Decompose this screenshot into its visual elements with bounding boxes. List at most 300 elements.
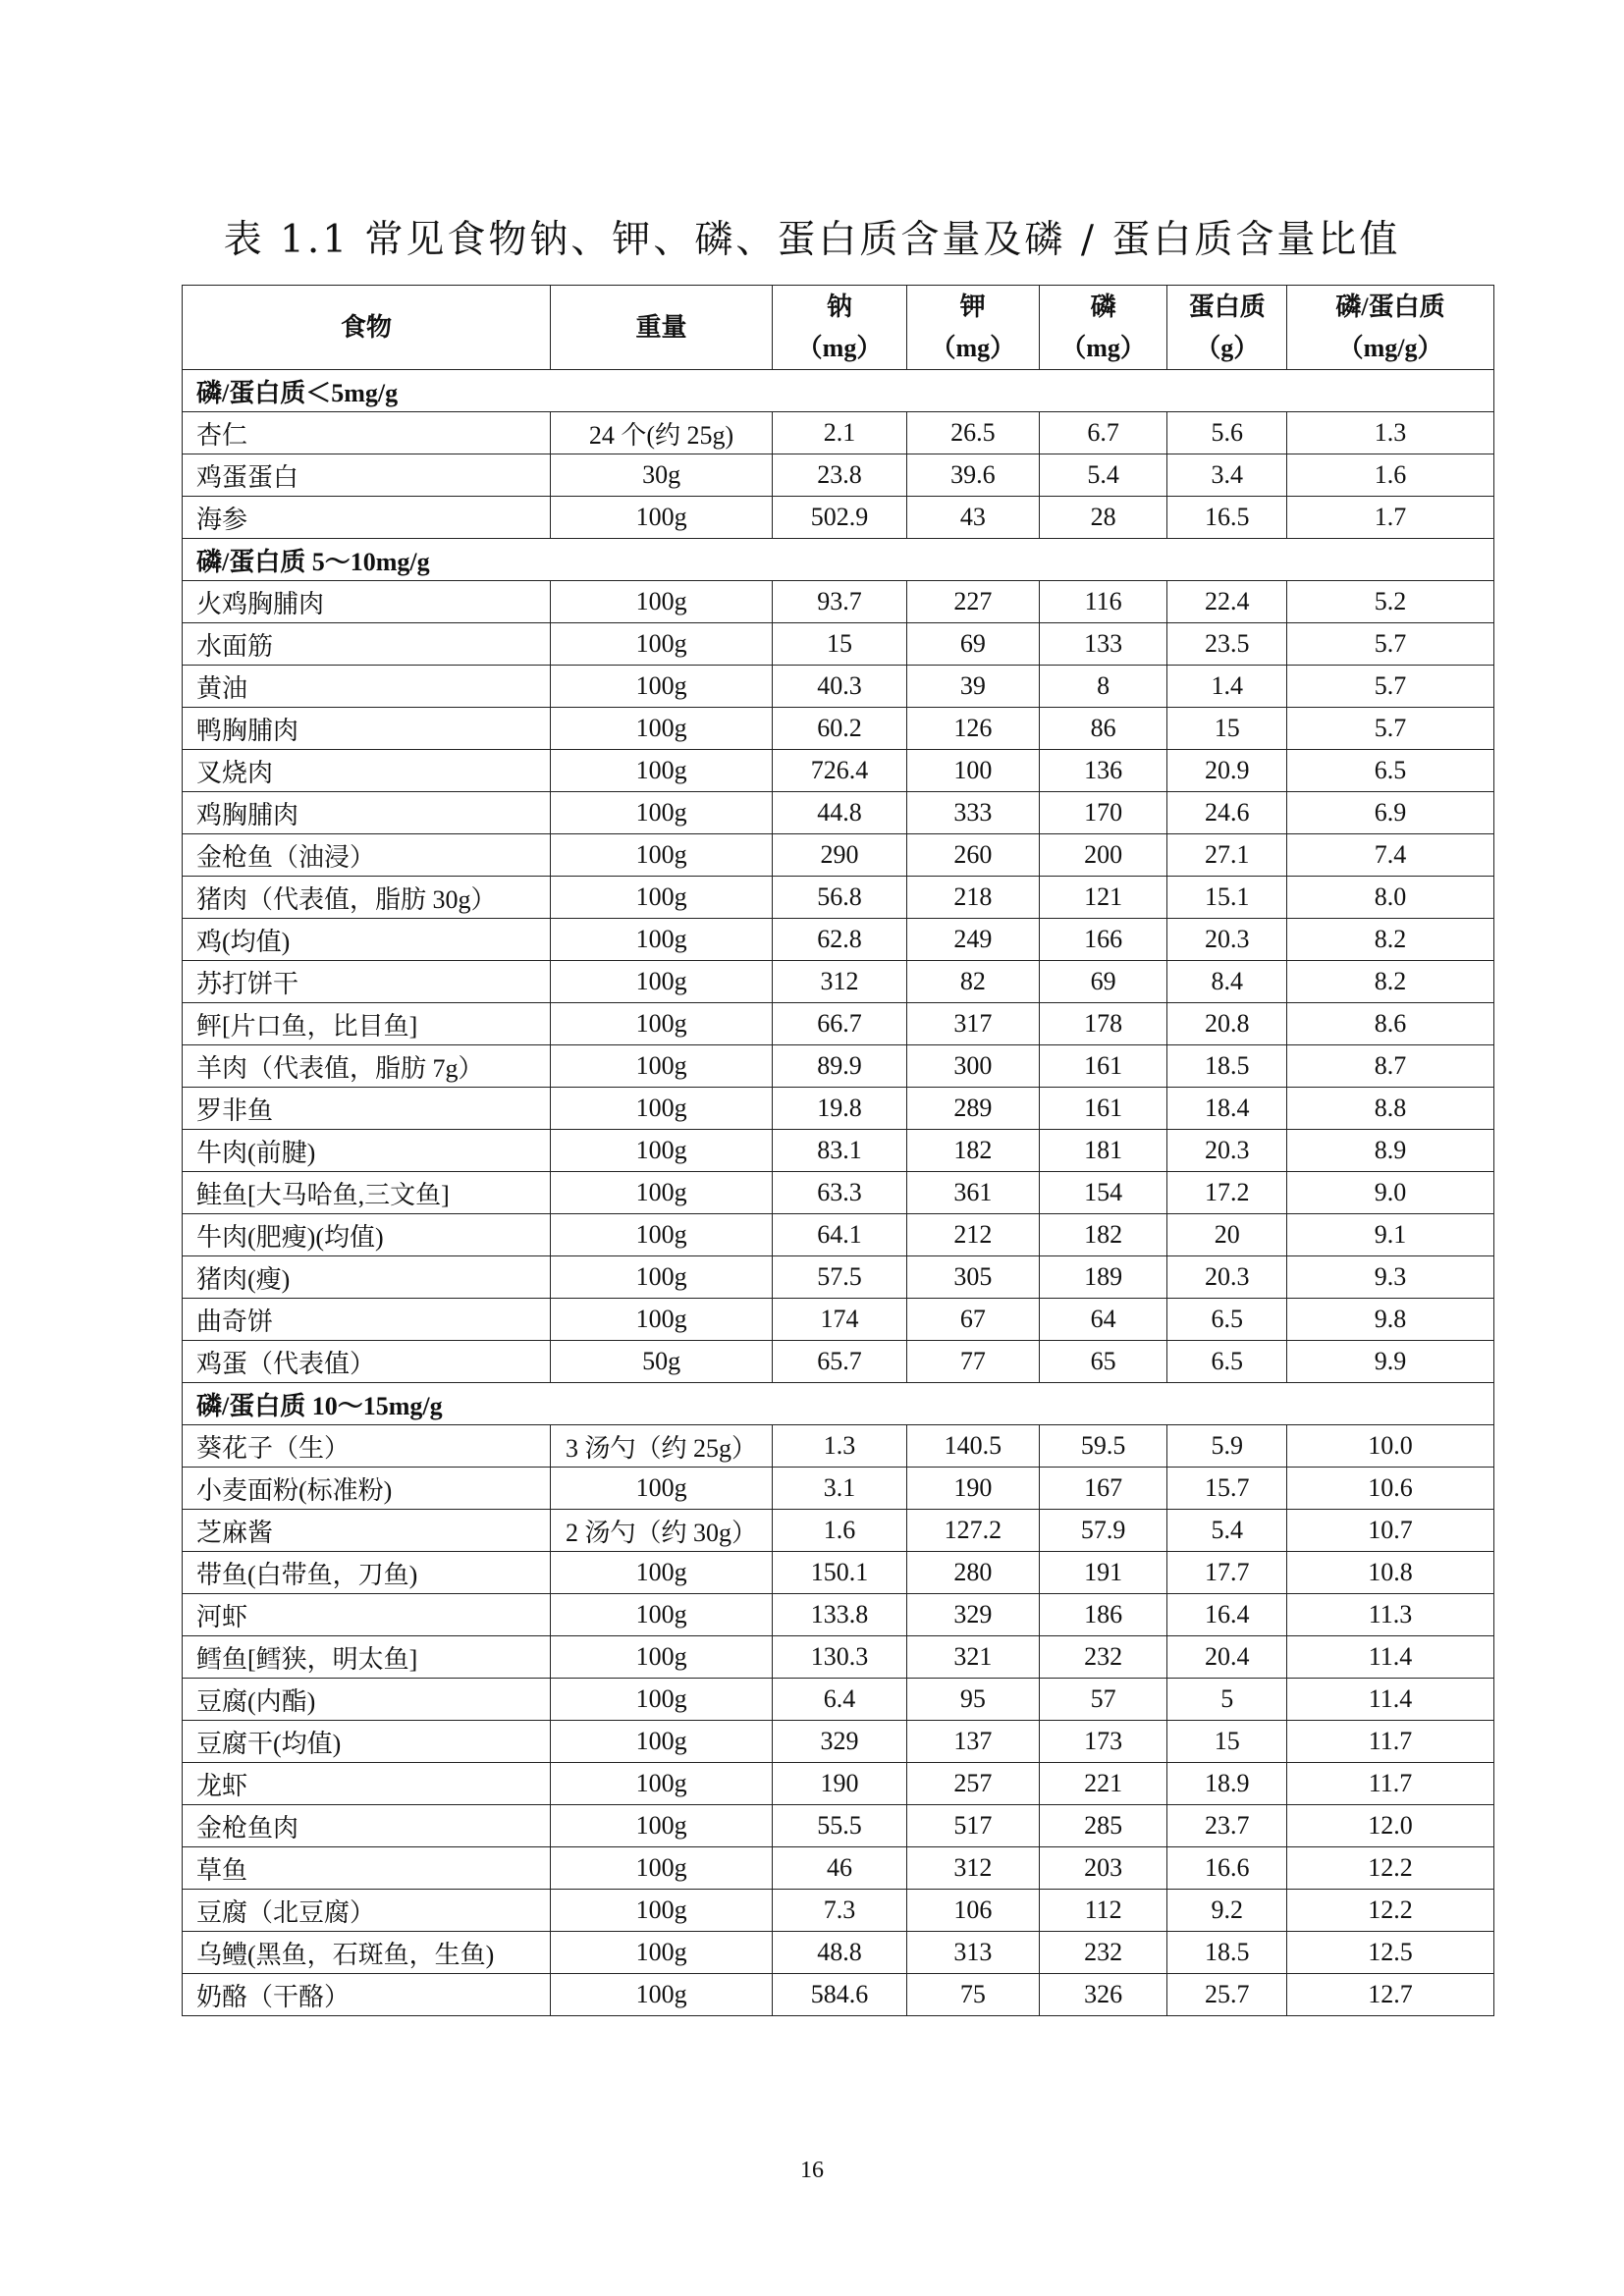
food-name-cell: 葵花子（生） xyxy=(183,1425,551,1468)
potassium-cell: 77 xyxy=(906,1341,1039,1383)
sodium-cell: 60.2 xyxy=(773,708,907,750)
ratio-cell: 1.7 xyxy=(1287,497,1494,539)
sodium-cell: 65.7 xyxy=(773,1341,907,1383)
potassium-cell: 249 xyxy=(906,919,1039,961)
phosphorus-cell: 5.4 xyxy=(1039,454,1167,497)
potassium-cell: 100 xyxy=(906,750,1039,792)
sodium-cell: 57.5 xyxy=(773,1256,907,1299)
food-name-cell: 鸡蛋蛋白 xyxy=(183,454,551,497)
phosphorus-cell: 133 xyxy=(1039,623,1167,666)
phosphorus-cell: 112 xyxy=(1039,1890,1167,1932)
phosphorus-cell: 170 xyxy=(1039,792,1167,834)
phosphorus-cell: 166 xyxy=(1039,919,1167,961)
weight-cell: 100g xyxy=(551,1045,773,1088)
potassium-cell: 137 xyxy=(906,1721,1039,1763)
potassium-cell: 321 xyxy=(906,1636,1039,1679)
sodium-cell: 66.7 xyxy=(773,1003,907,1045)
sodium-cell: 64.1 xyxy=(773,1214,907,1256)
weight-cell: 100g xyxy=(551,666,773,708)
food-name-cell: 鸡胸脯肉 xyxy=(183,792,551,834)
weight-cell: 100g xyxy=(551,623,773,666)
protein-cell: 20.3 xyxy=(1167,1130,1287,1172)
potassium-cell: 126 xyxy=(906,708,1039,750)
phosphorus-cell: 161 xyxy=(1039,1045,1167,1088)
protein-cell: 18.5 xyxy=(1167,1932,1287,1974)
ratio-cell: 12.7 xyxy=(1287,1974,1494,2016)
phosphorus-cell: 161 xyxy=(1039,1088,1167,1130)
table-row xyxy=(183,666,1494,708)
sodium-cell: 63.3 xyxy=(773,1172,907,1214)
sodium-cell: 130.3 xyxy=(773,1636,907,1679)
sodium-cell: 19.8 xyxy=(773,1088,907,1130)
protein-cell: 20.3 xyxy=(1167,919,1287,961)
weight-cell: 100g xyxy=(551,1890,773,1932)
table-row xyxy=(183,1172,1494,1214)
table-row xyxy=(183,1890,1494,1932)
food-name-cell: 水面筋 xyxy=(183,623,551,666)
potassium-cell: 43 xyxy=(906,497,1039,539)
food-name-cell: 曲奇饼 xyxy=(183,1299,551,1341)
ratio-cell: 11.4 xyxy=(1287,1636,1494,1679)
table-row xyxy=(183,497,1494,539)
phosphorus-cell: 116 xyxy=(1039,581,1167,623)
table-row xyxy=(183,1425,1494,1468)
potassium-cell: 313 xyxy=(906,1932,1039,1974)
weight-cell: 100g xyxy=(551,708,773,750)
protein-cell: 18.4 xyxy=(1167,1088,1287,1130)
phosphorus-cell: 232 xyxy=(1039,1636,1167,1679)
phosphorus-cell: 178 xyxy=(1039,1003,1167,1045)
weight-cell: 100g xyxy=(551,1088,773,1130)
food-name-cell: 杏仁 xyxy=(183,412,551,454)
potassium-cell: 257 xyxy=(906,1763,1039,1805)
sodium-cell: 174 xyxy=(773,1299,907,1341)
protein-cell: 20.3 xyxy=(1167,1256,1287,1299)
ratio-cell: 9.1 xyxy=(1287,1214,1494,1256)
ratio-cell: 11.7 xyxy=(1287,1763,1494,1805)
sodium-cell: 150.1 xyxy=(773,1552,907,1594)
phosphorus-cell: 28 xyxy=(1039,497,1167,539)
col-header-food: 食物 xyxy=(183,286,551,370)
protein-cell: 5 xyxy=(1167,1679,1287,1721)
col-header-potassium: 钾 （mg） xyxy=(906,286,1039,370)
phosphorus-cell: 182 xyxy=(1039,1214,1167,1256)
group-label: 磷/蛋白质 10～15mg/g xyxy=(183,1383,1494,1425)
food-name-cell: 羊肉（代表值，脂肪 7g） xyxy=(183,1045,551,1088)
potassium-cell: 227 xyxy=(906,581,1039,623)
weight-cell: 100g xyxy=(551,1130,773,1172)
sodium-cell: 2.1 xyxy=(773,412,907,454)
ratio-cell: 7.4 xyxy=(1287,834,1494,877)
ratio-cell: 6.9 xyxy=(1287,792,1494,834)
phosphorus-cell: 221 xyxy=(1039,1763,1167,1805)
potassium-cell: 67 xyxy=(906,1299,1039,1341)
table-row xyxy=(183,1341,1494,1383)
table-row xyxy=(183,1847,1494,1890)
sodium-cell: 44.8 xyxy=(773,792,907,834)
weight-cell: 100g xyxy=(551,961,773,1003)
potassium-cell: 361 xyxy=(906,1172,1039,1214)
protein-cell: 6.5 xyxy=(1167,1341,1287,1383)
weight-cell: 100g xyxy=(551,919,773,961)
weight-cell: 100g xyxy=(551,834,773,877)
protein-cell: 15.1 xyxy=(1167,877,1287,919)
table-row xyxy=(183,1636,1494,1679)
potassium-cell: 260 xyxy=(906,834,1039,877)
sodium-cell: 93.7 xyxy=(773,581,907,623)
sodium-cell: 133.8 xyxy=(773,1594,907,1636)
potassium-cell: 106 xyxy=(906,1890,1039,1932)
table-row xyxy=(183,1721,1494,1763)
sodium-cell: 6.4 xyxy=(773,1679,907,1721)
protein-cell: 17.7 xyxy=(1167,1552,1287,1594)
protein-cell: 5.4 xyxy=(1167,1510,1287,1552)
col-header-phosphorus: 磷 （mg） xyxy=(1039,286,1167,370)
potassium-cell: 280 xyxy=(906,1552,1039,1594)
ratio-cell: 9.3 xyxy=(1287,1256,1494,1299)
table-row xyxy=(183,1214,1494,1256)
ratio-cell: 8.0 xyxy=(1287,877,1494,919)
potassium-cell: 517 xyxy=(906,1805,1039,1847)
weight-cell: 100g xyxy=(551,1594,773,1636)
phosphorus-cell: 64 xyxy=(1039,1299,1167,1341)
potassium-cell: 305 xyxy=(906,1256,1039,1299)
food-name-cell: 鳕鱼[鳕狭，明太鱼] xyxy=(183,1636,551,1679)
weight-cell: 100g xyxy=(551,1721,773,1763)
potassium-cell: 218 xyxy=(906,877,1039,919)
food-name-cell: 鸡蛋（代表值） xyxy=(183,1341,551,1383)
food-name-cell: 罗非鱼 xyxy=(183,1088,551,1130)
sodium-cell: 15 xyxy=(773,623,907,666)
ratio-cell: 9.9 xyxy=(1287,1341,1494,1383)
phosphorus-cell: 136 xyxy=(1039,750,1167,792)
weight-cell: 100g xyxy=(551,1214,773,1256)
table-row xyxy=(183,1299,1494,1341)
table-row xyxy=(183,454,1494,497)
phosphorus-cell: 200 xyxy=(1039,834,1167,877)
ratio-cell: 8.2 xyxy=(1287,961,1494,1003)
potassium-cell: 140.5 xyxy=(906,1425,1039,1468)
phosphorus-cell: 181 xyxy=(1039,1130,1167,1172)
weight-cell: 3 汤勺（约 25g） xyxy=(551,1425,773,1468)
ratio-cell: 5.7 xyxy=(1287,708,1494,750)
food-name-cell: 猪肉(瘦) xyxy=(183,1256,551,1299)
weight-cell: 50g xyxy=(551,1341,773,1383)
ratio-cell: 12.2 xyxy=(1287,1847,1494,1890)
weight-cell: 100g xyxy=(551,1552,773,1594)
table-row xyxy=(183,1932,1494,1974)
sodium-cell: 23.8 xyxy=(773,454,907,497)
food-name-cell: 牛肉(肥瘦)(均值) xyxy=(183,1214,551,1256)
table-row xyxy=(183,834,1494,877)
phosphorus-cell: 57.9 xyxy=(1039,1510,1167,1552)
phosphorus-cell: 6.7 xyxy=(1039,412,1167,454)
group-label: 磷/蛋白质 5～10mg/g xyxy=(183,539,1494,581)
food-name-cell: 鸡(均值) xyxy=(183,919,551,961)
sodium-cell: 55.5 xyxy=(773,1805,907,1847)
weight-cell: 100g xyxy=(551,877,773,919)
food-name-cell: 奶酪（干酪） xyxy=(183,1974,551,2016)
col-header-weight: 重量 xyxy=(551,286,773,370)
ratio-cell: 5.7 xyxy=(1287,666,1494,708)
potassium-cell: 75 xyxy=(906,1974,1039,2016)
ratio-cell: 12.0 xyxy=(1287,1805,1494,1847)
table-row xyxy=(183,877,1494,919)
table-row xyxy=(183,1468,1494,1510)
phosphorus-cell: 8 xyxy=(1039,666,1167,708)
protein-cell: 16.6 xyxy=(1167,1847,1287,1890)
phosphorus-cell: 86 xyxy=(1039,708,1167,750)
protein-cell: 1.4 xyxy=(1167,666,1287,708)
table-body xyxy=(183,370,1494,2016)
sodium-cell: 584.6 xyxy=(773,1974,907,2016)
food-name-cell: 龙虾 xyxy=(183,1763,551,1805)
table-row xyxy=(183,1763,1494,1805)
food-name-cell: 猪肉（代表值，脂肪 30g） xyxy=(183,877,551,919)
sodium-cell: 290 xyxy=(773,834,907,877)
phosphorus-cell: 173 xyxy=(1039,1721,1167,1763)
food-name-cell: 黄油 xyxy=(183,666,551,708)
sodium-cell: 89.9 xyxy=(773,1045,907,1088)
sodium-cell: 312 xyxy=(773,961,907,1003)
food-name-cell: 鲑鱼[大马哈鱼,三文鱼] xyxy=(183,1172,551,1214)
table-row xyxy=(183,1679,1494,1721)
protein-cell: 5.6 xyxy=(1167,412,1287,454)
col-header-sodium: 钠 （mg） xyxy=(773,286,907,370)
weight-cell: 100g xyxy=(551,1299,773,1341)
phosphorus-cell: 69 xyxy=(1039,961,1167,1003)
protein-cell: 17.2 xyxy=(1167,1172,1287,1214)
weight-cell: 100g xyxy=(551,497,773,539)
food-name-cell: 叉烧肉 xyxy=(183,750,551,792)
sodium-cell: 726.4 xyxy=(773,750,907,792)
table-row xyxy=(183,1974,1494,2016)
sodium-cell: 40.3 xyxy=(773,666,907,708)
table-row xyxy=(183,750,1494,792)
weight-cell: 2 汤勺（约 30g） xyxy=(551,1510,773,1552)
phosphorus-cell: 186 xyxy=(1039,1594,1167,1636)
protein-cell: 20.8 xyxy=(1167,1003,1287,1045)
protein-cell: 5.9 xyxy=(1167,1425,1287,1468)
weight-cell: 100g xyxy=(551,1468,773,1510)
sodium-cell: 1.6 xyxy=(773,1510,907,1552)
table-row xyxy=(183,792,1494,834)
ratio-cell: 12.5 xyxy=(1287,1932,1494,1974)
potassium-cell: 317 xyxy=(906,1003,1039,1045)
weight-cell: 100g xyxy=(551,1847,773,1890)
protein-cell: 16.4 xyxy=(1167,1594,1287,1636)
sodium-cell: 7.3 xyxy=(773,1890,907,1932)
header-row xyxy=(183,286,1494,370)
phosphorus-cell: 326 xyxy=(1039,1974,1167,2016)
weight-cell: 100g xyxy=(551,1763,773,1805)
phosphorus-cell: 154 xyxy=(1039,1172,1167,1214)
phosphorus-cell: 189 xyxy=(1039,1256,1167,1299)
ratio-cell: 8.9 xyxy=(1287,1130,1494,1172)
table-row xyxy=(183,708,1494,750)
ratio-cell: 8.7 xyxy=(1287,1045,1494,1088)
table-row xyxy=(183,1256,1494,1299)
potassium-cell: 82 xyxy=(906,961,1039,1003)
protein-cell: 27.1 xyxy=(1167,834,1287,877)
sodium-cell: 502.9 xyxy=(773,497,907,539)
weight-cell: 100g xyxy=(551,1932,773,1974)
potassium-cell: 95 xyxy=(906,1679,1039,1721)
weight-cell: 24 个(约 25g) xyxy=(551,412,773,454)
sodium-cell: 83.1 xyxy=(773,1130,907,1172)
ratio-cell: 11.3 xyxy=(1287,1594,1494,1636)
protein-cell: 15 xyxy=(1167,1721,1287,1763)
food-name-cell: 苏打饼干 xyxy=(183,961,551,1003)
table-row xyxy=(183,1805,1494,1847)
ratio-cell: 10.0 xyxy=(1287,1425,1494,1468)
food-name-cell: 豆腐（北豆腐） xyxy=(183,1890,551,1932)
ratio-cell: 10.6 xyxy=(1287,1468,1494,1510)
potassium-cell: 333 xyxy=(906,792,1039,834)
ratio-cell: 10.7 xyxy=(1287,1510,1494,1552)
food-name-cell: 鸭胸脯肉 xyxy=(183,708,551,750)
nutrition-table xyxy=(182,285,1494,2016)
protein-cell: 23.7 xyxy=(1167,1805,1287,1847)
weight-cell: 100g xyxy=(551,1172,773,1214)
protein-cell: 25.7 xyxy=(1167,1974,1287,2016)
ratio-cell: 12.2 xyxy=(1287,1890,1494,1932)
food-name-cell: 豆腐干(均值) xyxy=(183,1721,551,1763)
protein-cell: 3.4 xyxy=(1167,454,1287,497)
food-name-cell: 金枪鱼肉 xyxy=(183,1805,551,1847)
sodium-cell: 62.8 xyxy=(773,919,907,961)
table-row xyxy=(183,623,1494,666)
ratio-cell: 8.2 xyxy=(1287,919,1494,961)
potassium-cell: 300 xyxy=(906,1045,1039,1088)
group-label: 磷/蛋白质＜5mg/g xyxy=(183,370,1494,412)
table-row xyxy=(183,1045,1494,1088)
weight-cell: 100g xyxy=(551,792,773,834)
ratio-cell: 11.7 xyxy=(1287,1721,1494,1763)
ratio-cell: 9.0 xyxy=(1287,1172,1494,1214)
ratio-cell: 11.4 xyxy=(1287,1679,1494,1721)
table-row xyxy=(183,412,1494,454)
protein-cell: 16.5 xyxy=(1167,497,1287,539)
table-row xyxy=(183,1003,1494,1045)
protein-cell: 6.5 xyxy=(1167,1299,1287,1341)
weight-cell: 100g xyxy=(551,1679,773,1721)
protein-cell: 22.4 xyxy=(1167,581,1287,623)
table-row xyxy=(183,961,1494,1003)
protein-cell: 15 xyxy=(1167,708,1287,750)
weight-cell: 100g xyxy=(551,750,773,792)
protein-cell: 20.4 xyxy=(1167,1636,1287,1679)
phosphorus-cell: 59.5 xyxy=(1039,1425,1167,1468)
group-header-row xyxy=(183,370,1494,412)
ratio-cell: 8.6 xyxy=(1287,1003,1494,1045)
ratio-cell: 5.7 xyxy=(1287,623,1494,666)
potassium-cell: 39.6 xyxy=(906,454,1039,497)
protein-cell: 23.5 xyxy=(1167,623,1287,666)
group-header-row xyxy=(183,539,1494,581)
potassium-cell: 26.5 xyxy=(906,412,1039,454)
ratio-cell: 10.8 xyxy=(1287,1552,1494,1594)
weight-cell: 30g xyxy=(551,454,773,497)
ratio-cell: 8.8 xyxy=(1287,1088,1494,1130)
sodium-cell: 190 xyxy=(773,1763,907,1805)
col-header-protein: 蛋白质 （g） xyxy=(1167,286,1287,370)
weight-cell: 100g xyxy=(551,1974,773,2016)
food-name-cell: 金枪鱼（油浸） xyxy=(183,834,551,877)
sodium-cell: 48.8 xyxy=(773,1932,907,1974)
weight-cell: 100g xyxy=(551,581,773,623)
food-name-cell: 带鱼(白带鱼，刀鱼) xyxy=(183,1552,551,1594)
phosphorus-cell: 167 xyxy=(1039,1468,1167,1510)
food-name-cell: 火鸡胸脯肉 xyxy=(183,581,551,623)
weight-cell: 100g xyxy=(551,1636,773,1679)
food-name-cell: 豆腐(内酯) xyxy=(183,1679,551,1721)
protein-cell: 18.9 xyxy=(1167,1763,1287,1805)
ratio-cell: 1.3 xyxy=(1287,412,1494,454)
weight-cell: 100g xyxy=(551,1256,773,1299)
sodium-cell: 1.3 xyxy=(773,1425,907,1468)
group-header-row xyxy=(183,1383,1494,1425)
protein-cell: 20.9 xyxy=(1167,750,1287,792)
protein-cell: 24.6 xyxy=(1167,792,1287,834)
table-row xyxy=(183,1130,1494,1172)
phosphorus-cell: 203 xyxy=(1039,1847,1167,1890)
weight-cell: 100g xyxy=(551,1003,773,1045)
phosphorus-cell: 57 xyxy=(1039,1679,1167,1721)
protein-cell: 20 xyxy=(1167,1214,1287,1256)
potassium-cell: 127.2 xyxy=(906,1510,1039,1552)
table-row xyxy=(183,1510,1494,1552)
ratio-cell: 9.8 xyxy=(1287,1299,1494,1341)
ratio-cell: 5.2 xyxy=(1287,581,1494,623)
protein-cell: 18.5 xyxy=(1167,1045,1287,1088)
table-row xyxy=(183,581,1494,623)
sodium-cell: 56.8 xyxy=(773,877,907,919)
sodium-cell: 3.1 xyxy=(773,1468,907,1510)
phosphorus-cell: 191 xyxy=(1039,1552,1167,1594)
food-name-cell: 鲆[片口鱼，比目鱼] xyxy=(183,1003,551,1045)
food-name-cell: 草鱼 xyxy=(183,1847,551,1890)
potassium-cell: 329 xyxy=(906,1594,1039,1636)
sodium-cell: 46 xyxy=(773,1847,907,1890)
food-name-cell: 小麦面粉(标准粉) xyxy=(183,1468,551,1510)
protein-cell: 8.4 xyxy=(1167,961,1287,1003)
table-row xyxy=(183,1088,1494,1130)
food-name-cell: 海参 xyxy=(183,497,551,539)
potassium-cell: 39 xyxy=(906,666,1039,708)
potassium-cell: 289 xyxy=(906,1088,1039,1130)
table-title: 表 1.1 常见食物钠、钾、磷、蛋白质含量及磷 / 蛋白质含量比值 xyxy=(223,218,1401,262)
phosphorus-cell: 232 xyxy=(1039,1932,1167,1974)
food-name-cell: 河虾 xyxy=(183,1594,551,1636)
phosphorus-cell: 285 xyxy=(1039,1805,1167,1847)
phosphorus-cell: 121 xyxy=(1039,877,1167,919)
ratio-cell: 6.5 xyxy=(1287,750,1494,792)
table-row xyxy=(183,1552,1494,1594)
ratio-cell: 1.6 xyxy=(1287,454,1494,497)
sodium-cell: 329 xyxy=(773,1721,907,1763)
food-name-cell: 乌鳢(黑鱼，石斑鱼，生鱼) xyxy=(183,1932,551,1974)
table-row xyxy=(183,1594,1494,1636)
potassium-cell: 212 xyxy=(906,1214,1039,1256)
protein-cell: 15.7 xyxy=(1167,1468,1287,1510)
potassium-cell: 182 xyxy=(906,1130,1039,1172)
potassium-cell: 190 xyxy=(906,1468,1039,1510)
potassium-cell: 312 xyxy=(906,1847,1039,1890)
potassium-cell: 69 xyxy=(906,623,1039,666)
phosphorus-cell: 65 xyxy=(1039,1341,1167,1383)
table-row xyxy=(183,919,1494,961)
